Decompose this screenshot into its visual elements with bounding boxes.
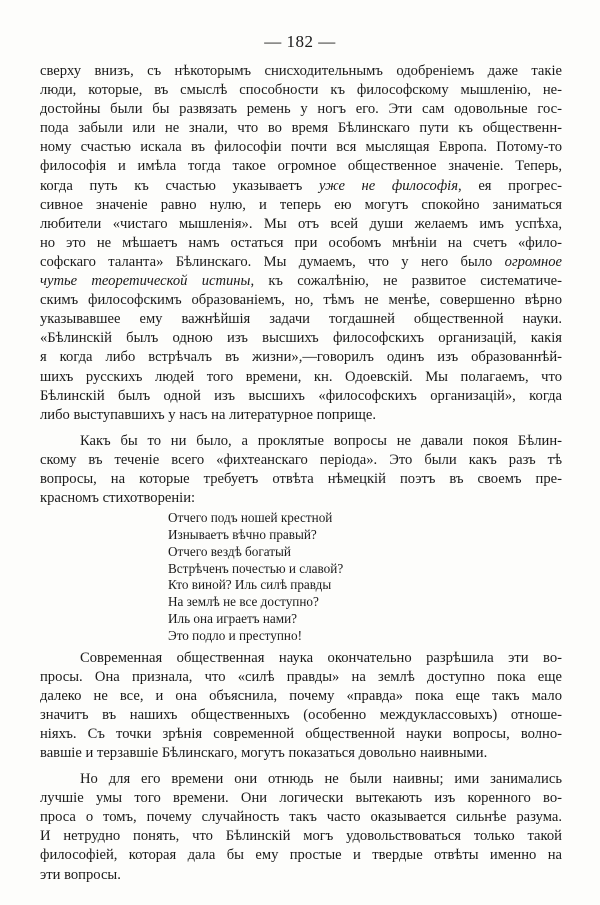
poem-line: Отчего вездѣ богатый xyxy=(168,543,291,559)
poem-line: Встрѣченъ почестью и славой? xyxy=(168,560,344,576)
text-fragment: когда путь къ счастью указываетъ xyxy=(40,177,319,194)
text-line: далеко не все, и она объяснила, почему «правда» пока еще такъ мало xyxy=(40,687,562,704)
text-line: Но для его времени они отнюдь не были наивны; ими занимались xyxy=(80,771,562,788)
paragraph-4 xyxy=(40,770,562,885)
italic-phrase: уже не философiя xyxy=(318,177,459,194)
text-line: вавшiе и терзавшiе Бѣлинскаго, могутъ показаться довольно наивными. xyxy=(40,745,488,761)
text-fragment: , къ сожалѣнiю, не развитое систематиче- xyxy=(250,273,562,290)
poem-line: Кто виной? Иль силѣ правды xyxy=(168,577,332,593)
poem-line: Изнываетъ вѣчно правый? xyxy=(168,526,317,542)
text-line: достойны были бы развязать ремень у ногъ его. Эти сам одовольные гос- xyxy=(40,101,562,118)
text-line: шихъ русскихъ людей того времени, кн. Одоевскiй. Мы полагаемъ, что xyxy=(40,368,562,385)
text-line: скимъ философскимъ образованiемъ, но, тѣмъ не менѣе, совершенно вѣрно xyxy=(40,292,562,309)
text-line: любители «чистаго мышленiя». Мы отъ всей души желаемъ имъ успѣха, xyxy=(40,215,562,232)
text-line: Какъ бы то ни было, а проклятые вопросы не давали покоя Бѣлин- xyxy=(80,432,562,449)
paragraph-1 xyxy=(40,62,562,425)
text-line: философiя и имѣла тогда такое огромное общественное значенiе. Теперь, xyxy=(40,158,562,175)
poem-line: На землѣ не все доступно? xyxy=(168,594,319,610)
text-line: указывавшее ему важнѣйшiя задачи тогдашней общественной науки. xyxy=(40,311,562,328)
text-line xyxy=(40,272,562,291)
text-line: сивное значенiе равно нулю, и теперь ею могутъ спокойно заниматься xyxy=(40,196,562,213)
text-line: скому въ теченiе всего «фихтеанскаго перiода». Это были какъ разъ тѣ xyxy=(40,451,562,468)
poem-line: Отчего подъ ношей крестной xyxy=(168,510,333,526)
poem-line: Это подло и преступно! xyxy=(168,627,302,643)
text-line: вопросы, на которые требуетъ отвѣта нѣмецкiй поэтъ въ своемъ пре- xyxy=(40,470,562,487)
text-line: красномъ стихотворенiи: xyxy=(40,490,196,507)
text-line: эти вопросы. xyxy=(40,866,121,883)
text-line xyxy=(40,177,562,196)
text-line: И нетрудно понять, что Бѣлинскiй могъ удовольствоваться только такой xyxy=(40,828,562,845)
paragraph-2 xyxy=(40,432,562,508)
text-line: лучшiе умы того времени. Они логически вытекають изъ коренного во- xyxy=(40,790,562,807)
text-line: я когда либо встрѣчалъ въ жизни»,—говорилъ одинъ изъ образованнѣй- xyxy=(40,349,562,366)
text-line: проса о томъ, почему случайность такъ часто оказывается сильнѣе разума. xyxy=(40,809,562,826)
page-text xyxy=(40,62,562,885)
poem-quote xyxy=(168,510,562,644)
text-line: но это не мѣшаетъ намъ остаться при особомъ мнѣнiи на счетъ «фило- xyxy=(40,234,562,251)
paragraph-3 xyxy=(40,649,562,764)
text-line: сверху внизъ, съ нѣкоторымъ снисходительнымъ одобренiемъ даже такiе xyxy=(40,63,562,79)
poem-line: Иль она играетъ нами? xyxy=(168,610,298,626)
text-line: нiяхъ. Съ точки зрѣнiя современной общественной науки вопросы, волно- xyxy=(40,725,562,742)
italic-phrase: огромное xyxy=(504,253,562,270)
text-line: ному счастью искала въ философiи почти вся мыслящая Европа. Потому-то xyxy=(40,139,562,156)
text-line: философiей, которая дала бы ему простые и твердые отвѣты именно на xyxy=(40,847,562,864)
italic-phrase: чутье теоретической истины xyxy=(40,273,251,290)
page-number: — 182 — xyxy=(264,32,336,51)
text-line xyxy=(40,253,562,272)
text-line: пода забыли или не знали, что во время Бѣлинскаго пути къ общественн- xyxy=(40,120,562,137)
text-line: «Бѣлинскiй былъ одною изъ высшихъ философскихъ организацiй, какiя xyxy=(40,330,562,347)
text-line: либо выступавшихъ у насъ на литературное поприще. xyxy=(40,406,377,423)
text-line: просы. Она признала, что «силѣ правды» на землѣ доступно пока еще xyxy=(40,668,562,685)
text-line: Бѣлинскiй былъ одной изъ высшихъ «философскихъ организацiй», когда xyxy=(40,387,562,404)
text-line: значитъ въ нашихъ общественныхъ (особенно междуклассовыхъ) отноше- xyxy=(40,706,562,723)
text-fragment: софскаго таланта» Бѣлинскаго. Мы думаемъ, что у него было xyxy=(40,253,505,270)
text-fragment: , ея прогрес- xyxy=(458,177,562,194)
text-line: Современная общественная наука окончательно разрѣшила эти во- xyxy=(80,649,562,666)
text-line: люди, которые, въ смыслѣ способности къ философскому мышленiю, не- xyxy=(40,82,562,99)
